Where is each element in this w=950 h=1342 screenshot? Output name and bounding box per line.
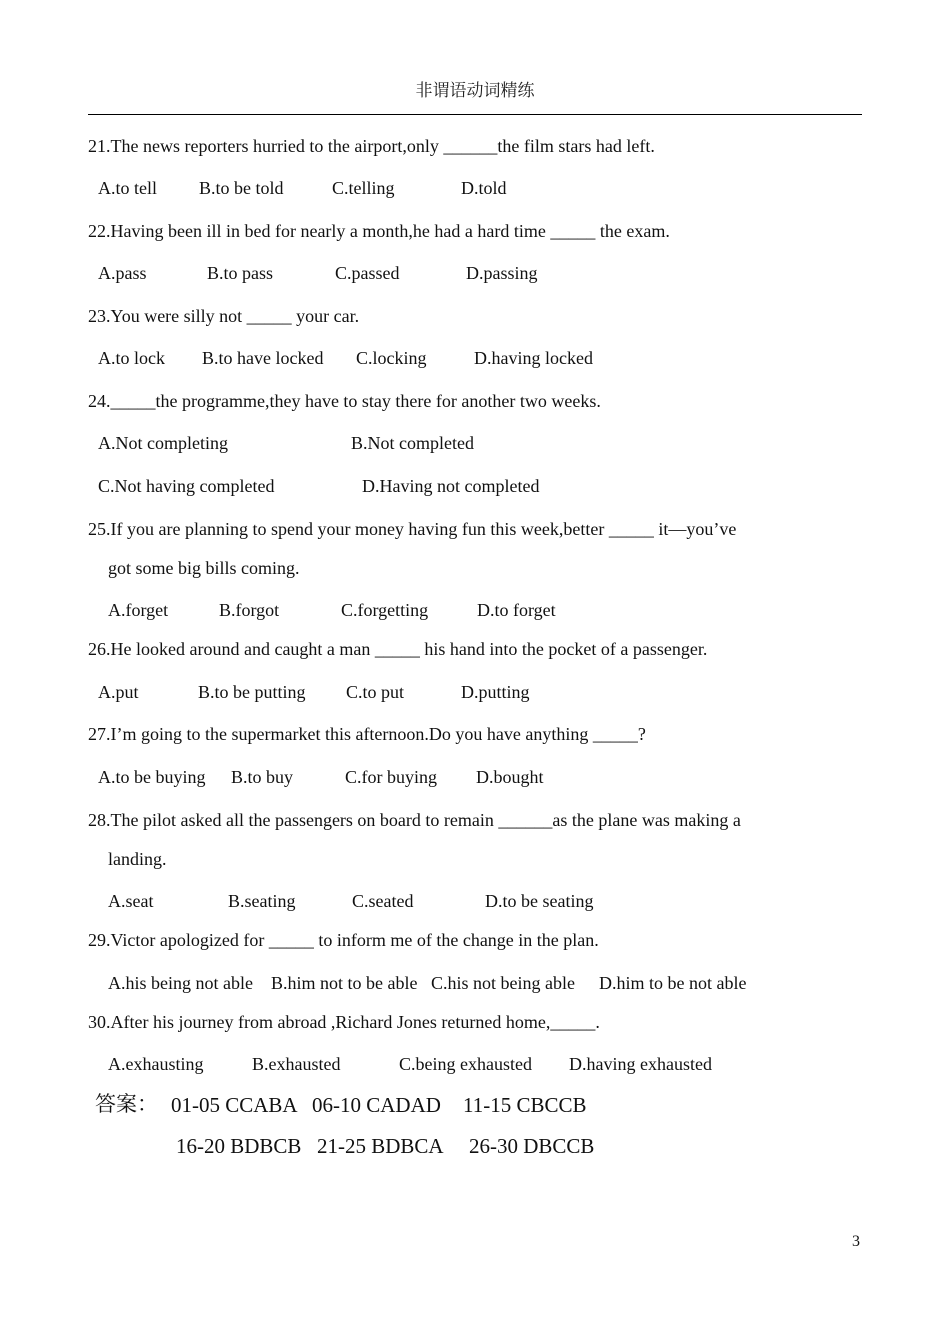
q21-option-c: C.telling <box>332 178 395 198</box>
q24-option-c: C.Not having completed <box>98 476 275 496</box>
question-25-stem-continued: got some big bills coming. <box>108 558 300 578</box>
q24-option-b: B.Not completed <box>351 433 474 453</box>
question-24-stem: 24._____the programme,they have to stay there for another two weeks. <box>88 391 601 411</box>
q24-option-d: D.Having not completed <box>362 476 540 496</box>
q29-option-d: D.him to be not able <box>599 973 747 993</box>
q27-option-a: A.to be buying <box>98 767 206 787</box>
answer-group: 06-10 CADAD <box>312 1093 441 1117</box>
q26-option-a: A.put <box>98 682 139 702</box>
q23-option-c: C.locking <box>356 348 427 368</box>
q25-option-c: C.forgetting <box>341 600 429 620</box>
q25-option-b: B.forgot <box>219 600 280 620</box>
question-23-stem: 23.You were silly not _____ your car. <box>88 306 360 326</box>
q27-option-b: B.to buy <box>231 767 294 787</box>
q22-option-c: C.passed <box>335 263 400 283</box>
q28-option-b: B.seating <box>228 891 296 911</box>
q26-option-c: C.to put <box>346 682 405 702</box>
q28-option-c: C.seated <box>352 891 414 911</box>
q29-option-c: C.his not being able <box>431 973 575 993</box>
q25-option-a: A.forget <box>108 600 169 620</box>
q23-option-b: B.to have locked <box>202 348 324 368</box>
q21-option-d: D.told <box>461 178 507 198</box>
q21-option-a: A.to tell <box>98 178 157 198</box>
question-29-stem: 29.Victor apologized for _____ to inform me of the change in the plan. <box>88 930 599 950</box>
q27-option-c: C.for buying <box>345 767 437 787</box>
question-28-stem-continued: landing. <box>108 849 167 869</box>
question-22-stem: 22.Having been ill in bed for nearly a month,he had a hard time _____ the exam. <box>88 221 670 241</box>
q23-option-d: D.having locked <box>474 348 593 368</box>
answer-group: 16-20 BDBCB <box>176 1134 302 1158</box>
q22-option-a: A.pass <box>98 263 147 283</box>
question-25-stem: 25.If you are planning to spend your money having fun this week,better _____ it—you’ve <box>88 519 737 539</box>
question-21-stem: 21.The news reporters hurried to the airport,only ______the film stars had left. <box>88 136 655 156</box>
q29-option-a: A.his being not able <box>108 973 253 993</box>
q30-option-b: B.exhausted <box>252 1054 341 1074</box>
question-28-stem: 28.The pilot asked all the passengers on board to remain ______as the plane was making a <box>88 810 741 830</box>
q22-option-d: D.passing <box>466 263 538 283</box>
q28-option-a: A.seat <box>108 891 154 911</box>
question-26-stem: 26.He looked around and caught a man _____ his hand into the pocket of a passenger. <box>88 639 708 659</box>
q24-option-a: A.Not completing <box>98 433 228 453</box>
q26-option-d: D.putting <box>461 682 530 702</box>
question-30-stem: 30.After his journey from abroad ,Richard Jones returned home,_____. <box>88 1012 600 1032</box>
q21-option-b: B.to be told <box>199 178 284 198</box>
header-title: 非谓语动词精练 <box>415 81 535 101</box>
q30-option-c: C.being exhausted <box>399 1054 532 1074</box>
q23-option-a: A.to lock <box>98 348 165 368</box>
q30-option-a: A.exhausting <box>108 1054 204 1074</box>
answer-group: 21-25 BDBCA <box>317 1134 444 1158</box>
q30-option-d: D.having exhausted <box>569 1054 712 1074</box>
answer-group: 01-05 CCABA <box>171 1093 298 1117</box>
question-27-stem: 27.I’m going to the supermarket this afternoon.Do you have anything _____? <box>88 724 646 744</box>
page-number: 3 <box>852 1233 860 1250</box>
q25-option-d: D.to forget <box>477 600 556 620</box>
q27-option-d: D.bought <box>476 767 544 787</box>
answer-key-label: 答案： <box>95 1092 158 1116</box>
answer-group: 11-15 CBCCB <box>463 1093 587 1117</box>
q28-option-d: D.to be seating <box>485 891 594 911</box>
q26-option-b: B.to be putting <box>198 682 306 702</box>
header-rule <box>88 114 862 115</box>
answer-group: 26-30 DBCCB <box>469 1134 595 1158</box>
q29-option-b: B.him not to be able <box>271 973 418 993</box>
q22-option-b: B.to pass <box>207 263 274 283</box>
